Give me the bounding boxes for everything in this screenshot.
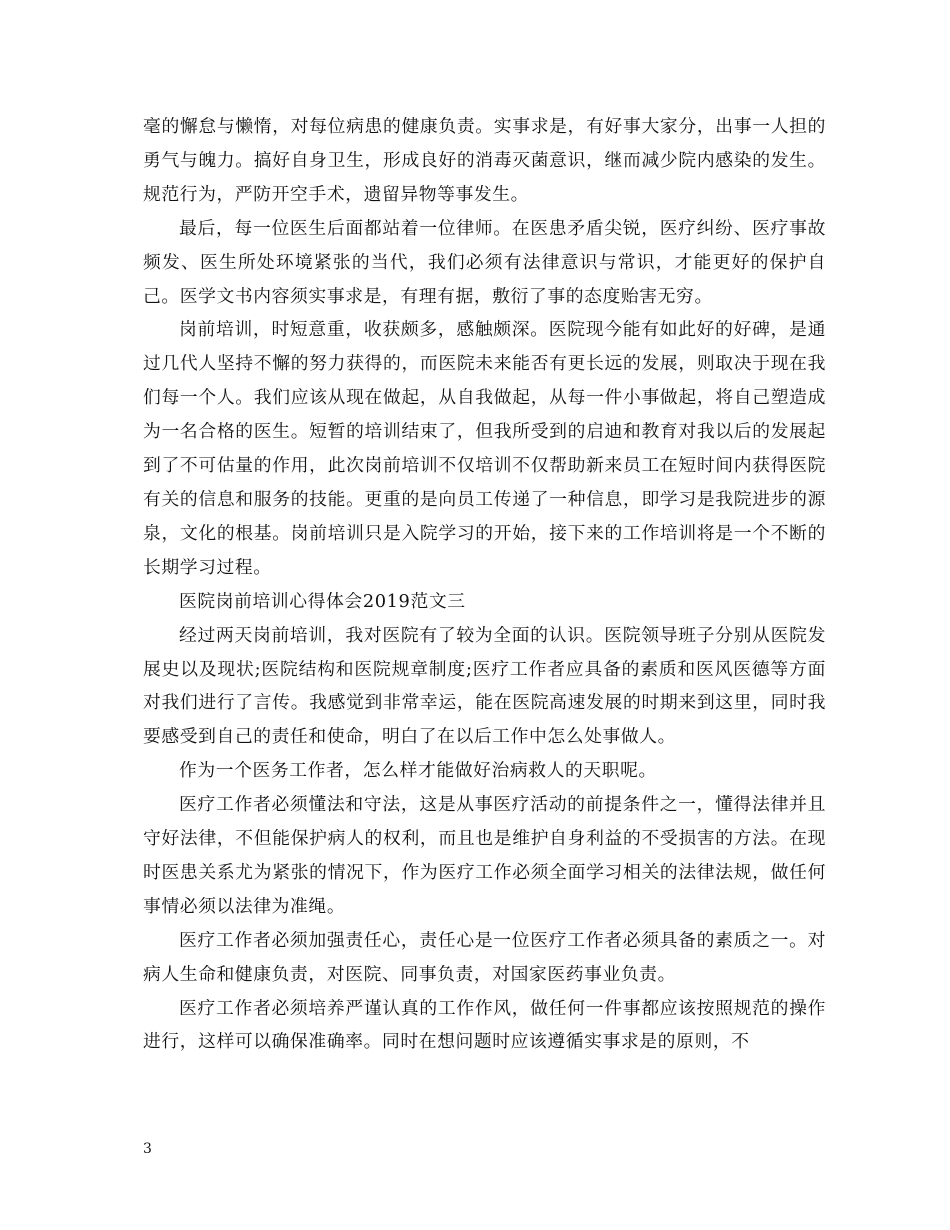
paragraph-work-style: 医疗工作者必须培养严谨认真的工作作风，做任何一件事都应该按照规范的操作进行，这样可以确保准确率。同时在想问题时应该遵循实事求是的原则，不 xyxy=(143,997,826,1053)
page-number: 3 xyxy=(143,1141,152,1157)
paragraph-intro: 经过两天岗前培训，我对医院有了较为全面的认识。医院领导班子分别从医院发展史以及现状;医院结构和医院规章制度;医疗工作者应具备的素质和医风医德等方面对我们进行了言传。我感觉到非常幸运，能在医院高速发展的时期来到这里，同时我要感受到自己的责任和使命，明白了在以后工作中怎么处事做人。 xyxy=(143,624,826,748)
section-heading: 医院岗前培训心得体会2019范文三 xyxy=(179,590,466,612)
paragraph-law: 医疗工作者必须懂法和守法，这是从事医疗活动的前提条件之一，懂得法律并且守好法律，不但能保护病人的权利，而且也是维护自身利益的不受损害的方法。在现时医患关系尤为紧张的情况下，作为医疗工作必须全面学习相关的法律法规，做任何事情必须以法律为准绳。 xyxy=(143,794,826,917)
paragraph-lawyer: 最后，每一位医生后面都站着一位律师。在医患矛盾尖锐，医疗纠纷、医疗事故频发、医生所处环境紧张的当代，我们必须有法律意识与常识，才能更好的保护自己。医学文书内容须实事求是，有理有据，敷衍了事的态度贻害无穷。 xyxy=(143,217,826,307)
paragraph-continuation: 毫的懈怠与懒惰，对每位病患的健康负责。实事求是，有好事大家分，出事一人担的勇气与魄力。搞好自身卫生，形成良好的消毒灭菌意识，继而减少院内感染的发生。规范行为，严防开空手术，遗留异物等事发生。 xyxy=(143,116,826,205)
paragraph-training-summary: 岗前培训，时短意重，收获颇多，感触颇深。医院现今能有如此好的好碑，是通过几代人坚持不懈的努力获得的，而医院未来能否有更长远的发展，则取决于现在我们每一个人。我们应该从现在做起，从自我做起，从每一件小事做起，将自己塑造成为一名合格的医生。短暂的培训结束了，但我所受到的启迪和教育对我以后的发展起到了不可估量的作用，此次岗前培训不仅培训不仅帮助新来员工在短时间内获得医院有关的信息和服务的技能。更重的是向员工传递了一种信息，即学习是我院进步的源泉，文化的根基。岗前培训只是入院学习的开始，接下来的工作培训将是一个不断的长期学习过程。 xyxy=(143,319,826,578)
paragraph-responsibility: 医疗工作者必须加强责任心，责任心是一位医疗工作者必须具备的素质之一。对病人生命和健康负责，对医院、同事负责，对国家医药事业负责。 xyxy=(143,929,826,985)
body-text xyxy=(143,110,826,1059)
paragraph-question: 作为一个医务工作者，怎么样才能做好治病救人的天职呢。 xyxy=(179,760,657,782)
